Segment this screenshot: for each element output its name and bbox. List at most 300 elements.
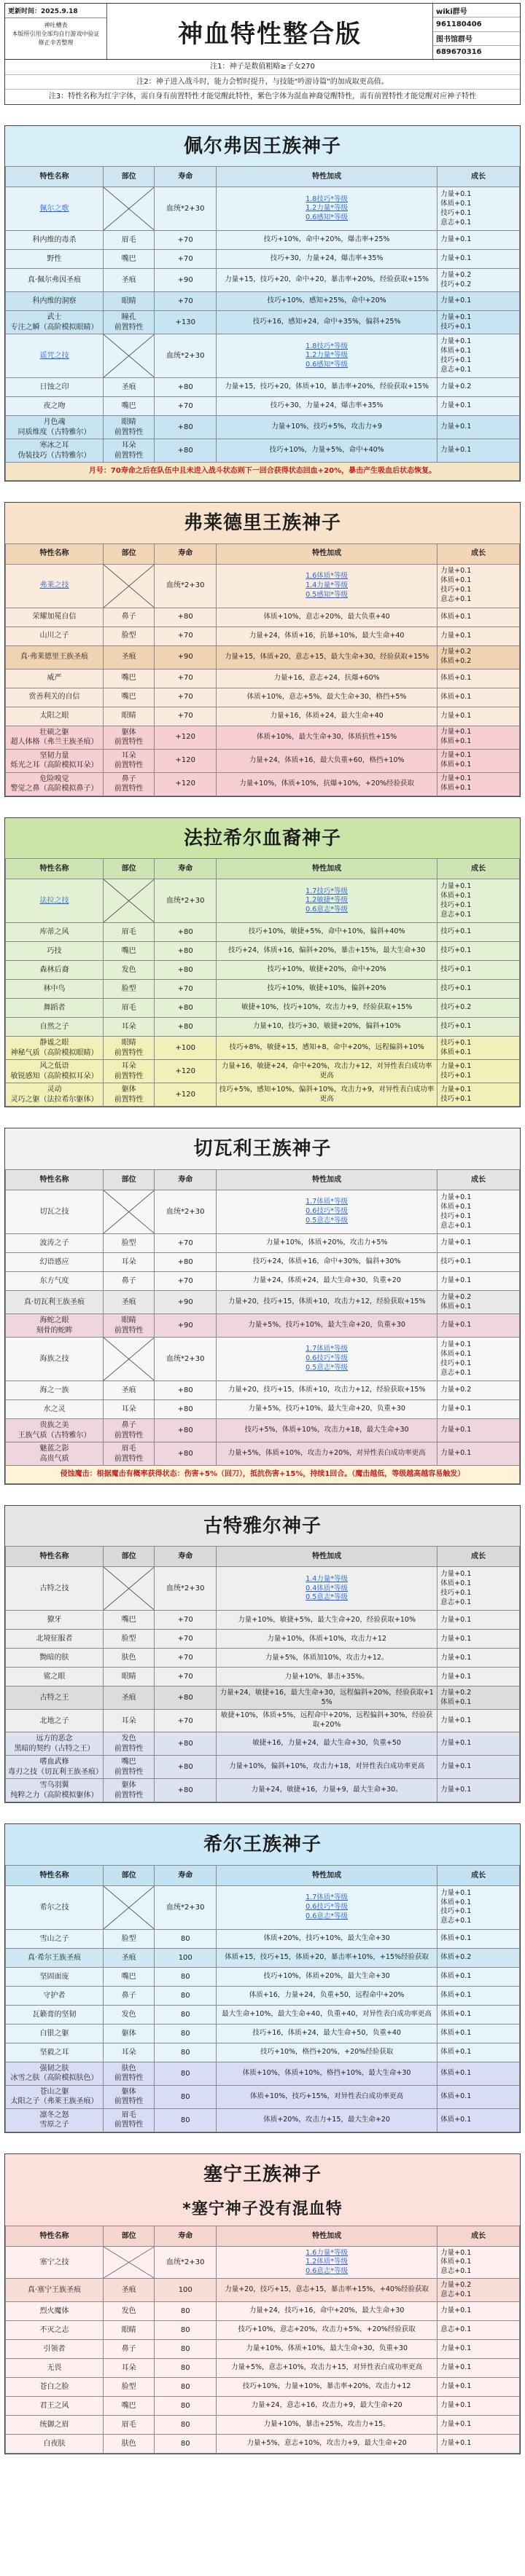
trait-part: 耳朵 — [103, 1710, 155, 1732]
trait-life: 80 — [155, 2416, 217, 2435]
trait-name: 引领者 — [6, 2340, 104, 2359]
trait-bonus: 技巧+5%，感知+10%，偏斜+10%，攻击力+9，对异性表白成功率更高 — [217, 1083, 438, 1107]
table-row — [6, 1018, 520, 1037]
trait-part: 圣痕 — [103, 269, 155, 292]
trait-name: 獠牙 — [6, 1611, 104, 1630]
trait-name: 真·佩尔弗因圣痕 — [6, 269, 104, 292]
table-row — [6, 1037, 520, 1060]
table-header-row — [6, 167, 520, 187]
trait-life: 血统*2+30 — [155, 1885, 217, 1929]
trait-name: 雪山之子 — [6, 1929, 104, 1948]
trait-life: +80 — [155, 1419, 217, 1442]
trait-part: 嘴巴 — [103, 2397, 155, 2416]
trait-growth: 技巧+0.1 — [438, 923, 520, 942]
part-empty-cross — [103, 187, 155, 231]
trait-name: 库蒂之风 — [6, 923, 104, 942]
trait-name: 海之一族 — [6, 1381, 104, 1400]
trait-part: 圣痕 — [103, 1948, 155, 1967]
trait-part: 发色 — [103, 961, 155, 980]
section-title: 希尔王族神子 — [5, 1824, 520, 1865]
col-header-growth: 成长 — [438, 1547, 520, 1567]
table-header-row — [6, 1170, 520, 1190]
trait-growth: 力量+0.1 — [438, 1234, 520, 1253]
trait-growth: 体质+0.1 — [438, 2062, 520, 2085]
bloodline-section — [4, 1128, 521, 1484]
trait-bonus: 力量+16，敏捷+24，命中+20%，攻击力+12，对异性表白成功率更高 — [217, 1060, 438, 1083]
col-header-life: 寿命 — [155, 543, 217, 564]
col-header-life: 寿命 — [155, 1170, 217, 1190]
col-header-name: 特性名称 — [6, 1170, 104, 1190]
trait-name: 瓦籁膏的坚韧 — [6, 2005, 104, 2024]
col-header-life: 寿命 — [155, 1547, 217, 1567]
trait-bonus: 技巧+16，感知+24，命中+35%，偏斜+25% — [217, 311, 438, 334]
trait-name: 佩尔之歌 — [6, 187, 104, 231]
table-row — [6, 1948, 520, 1967]
trait-part: 耳朵 — [103, 1018, 155, 1037]
header — [4, 3, 521, 60]
trait-growth: 体质+0.1 — [438, 2024, 520, 2043]
table-row — [6, 879, 520, 923]
trait-bonus: 力量+24，敏捷+16，最大生命+30，远程偏斜+20%，经验获取+15% — [217, 1686, 438, 1710]
trait-life: +80 — [155, 1779, 217, 1802]
trait-bonus: 1.8技巧*等级 1.2力量*等级 0.6感知*等级 — [217, 187, 438, 231]
section-remark: 侵蚀魔击：根据魔击有概率获得状态：伤害+5%（回刀），抵抗伤害+15%，持续1回合。（魔击越低，等级越高越容易触发） — [6, 1466, 520, 1484]
section-title: 弗莱德里王族神子 — [5, 503, 520, 543]
trait-table — [5, 1169, 520, 1484]
col-header-growth: 成长 — [438, 1170, 520, 1190]
trait-part: 圣痕 — [103, 1686, 155, 1710]
trait-part: 肤色 前置特性 — [103, 2062, 155, 2085]
trait-growth: 意志+0.1 — [438, 2321, 520, 2340]
trait-life: +70 — [155, 1272, 217, 1291]
library-group-label: 图书馆群号 — [433, 32, 520, 46]
cross-icon — [104, 1190, 155, 1233]
trait-bonus: 力量+24，体质+24，最大生命+30，负重+20 — [217, 1272, 438, 1291]
trait-part: 鼻子 — [103, 1986, 155, 2005]
trait-bonus: 力量+10%，暴击+25%，攻击力+15。 — [217, 2416, 438, 2435]
trait-name: 水之灵 — [6, 1400, 104, 1419]
trait-name: 真·希尔王族圣痕 — [6, 1948, 104, 1967]
col-header-name: 特性名称 — [6, 859, 104, 879]
trait-life: +80 — [155, 416, 217, 439]
trait-name: 真·塞宁王族圣痕 — [6, 2279, 104, 2302]
trait-bonus: 力量+10%，技巧+5%，攻击力+9 — [217, 416, 438, 439]
trait-part: 眉毛 — [103, 923, 155, 942]
trait-growth: 力量+0.1 体质+0.1 技巧+0.1 意志+0.1 — [438, 879, 520, 923]
trait-growth: 体质+0.2 — [438, 1948, 520, 1967]
trait-life: 80 — [155, 2302, 217, 2321]
trait-part: 脸型 — [103, 980, 155, 999]
trait-life: +80 — [155, 999, 217, 1018]
col-header-bonus: 特性加成 — [217, 543, 438, 564]
trait-bonus: 力量+15，体质+20，意志+15，最大生命+30，经验获取+15% — [217, 645, 438, 669]
col-header-life: 寿命 — [155, 859, 217, 879]
table-row — [6, 1253, 520, 1272]
wiki-group-label: wiki群号 — [433, 4, 520, 17]
trait-growth: 力量+0.1 — [438, 439, 520, 463]
trait-bonus: 力量+15，技巧+20，命中+20，暴击率+20%，经验获取+15% — [217, 269, 438, 292]
part-empty-cross — [103, 1885, 155, 1929]
table-row — [6, 564, 520, 608]
section-title: 古特雅尔神子 — [5, 1506, 520, 1547]
table-header-row — [6, 1865, 520, 1885]
trait-growth: 力量+0.1 体质+0.1 技巧+0.1 意志+0.1 — [438, 187, 520, 231]
table-row — [6, 1967, 520, 1986]
col-header-bonus: 特性加成 — [217, 1170, 438, 1190]
trait-name: 切瓦之技 — [6, 1190, 104, 1234]
trait-bonus: 技巧+24，体质+16，偏斜+20%，暴击+15%，最大生命+30 — [217, 942, 438, 961]
trait-life: 血统*2+30 — [155, 334, 217, 378]
trait-bonus: 力量+20，技巧+15，体质+10，攻击力+12，经验获取+15% — [217, 1291, 438, 1314]
trait-bonus: 力量+20，技巧+15，体质+10，攻击力+12，经验获取+15% — [217, 1381, 438, 1400]
table-row — [6, 269, 520, 292]
trait-life: +90 — [155, 1314, 217, 1338]
trait-part: 嘴巴 前置特性 — [103, 1756, 155, 1779]
trait-growth: 力量+0.1 体质+0.1 技巧+0.1 意志+0.1 — [438, 1567, 520, 1611]
cross-icon — [104, 187, 155, 230]
trait-part: 鼻子 — [103, 1272, 155, 1291]
trait-name: 海族之技 — [6, 1338, 104, 1381]
table-row — [6, 2005, 520, 2024]
table-row — [6, 608, 520, 627]
table-row — [6, 1929, 520, 1948]
trait-bonus: 力量+10%，偏斜+10%，攻击力+18，对异性表白成功率更高 — [217, 1756, 438, 1779]
trait-part: 耳朵 — [103, 1400, 155, 1419]
table-row — [6, 2043, 520, 2062]
trait-name: 寒冰之耳 伪装技巧（古特雅尔） — [6, 439, 104, 463]
cross-icon — [104, 565, 155, 608]
trait-growth: 体质+0.1 — [438, 2085, 520, 2108]
table-row — [6, 311, 520, 334]
table-header-row — [6, 543, 520, 564]
table-row — [6, 2321, 520, 2340]
trait-name: 山川之子 — [6, 627, 104, 645]
table-row — [6, 1611, 520, 1630]
trait-part: 圣痕 — [103, 645, 155, 669]
trait-life: 血统*2+30 — [155, 1567, 217, 1611]
trait-life: 80 — [155, 1967, 217, 1986]
trait-part: 鼻子 前置特性 — [103, 1419, 155, 1442]
trait-name: 赏善利关的自信 — [6, 688, 104, 707]
trait-growth: 体质+0.1 — [438, 2108, 520, 2132]
trait-name: 守护者 — [6, 1986, 104, 2005]
trait-life: +90 — [155, 269, 217, 292]
trait-life: +120 — [155, 726, 217, 749]
trait-name: 鲨之眼 — [6, 1668, 104, 1686]
trait-growth: 力量+0.1 — [438, 231, 520, 250]
trait-bonus: 1.4力量*等级 0.4体质*等级 0.5意志*等级 — [217, 1567, 438, 1611]
trait-growth: 力量+0.1 — [438, 2340, 520, 2359]
trait-growth: 力量+0.1 — [438, 1442, 520, 1466]
credit-line: 神吐槽表 — [44, 22, 68, 28]
table-row — [6, 688, 520, 707]
trait-part: 躯体 — [103, 2024, 155, 2043]
trait-growth: 力量+0.1 体质+0.1 技巧+0.1 意志+0.1 — [438, 1338, 520, 1381]
trait-name: 嗜血武修 毒刃之技（切瓦利王族圣痕） — [6, 1756, 104, 1779]
trait-bonus: 技巧+8%，敏捷+15，感知+8，命中+20%，远程偏斜+10% — [217, 1037, 438, 1060]
trait-table — [5, 543, 520, 796]
trait-life: +80 — [155, 608, 217, 627]
trait-bonus: 1.7体质*等级 0.6技巧*等级 0.5意志*等级 — [217, 1338, 438, 1381]
trait-part: 眼睛 — [103, 1668, 155, 1686]
table-row — [6, 1885, 520, 1929]
table-row — [6, 2397, 520, 2416]
table-row — [6, 1442, 520, 1466]
trait-bonus: 敏捷+10%，体质+5%，远程命中+20%，远程偏斜+30%，经验获取+20% — [217, 1710, 438, 1732]
trait-part: 发色 前置特性 — [103, 1732, 155, 1756]
trait-life: +70 — [155, 292, 217, 311]
trait-part: 眼睛 — [103, 707, 155, 726]
col-header-bonus: 特性加成 — [217, 167, 438, 187]
table-row — [6, 1060, 520, 1083]
table-row — [6, 1756, 520, 1779]
trait-table — [5, 2226, 520, 2454]
trait-bonus: 力量+24，敏捷+16，力量+9，最大生命+30。 — [217, 1779, 438, 1802]
trait-bonus: 1.8技巧*等级 1.2力量*等级 0.6感知*等级 — [217, 334, 438, 378]
trait-bonus: 1.7技巧*等级 1.2敏捷*等级 0.6意志*等级 — [217, 879, 438, 923]
trait-table — [5, 858, 520, 1107]
trait-part: 圣痕 — [103, 378, 155, 397]
trait-life: 100 — [155, 2279, 217, 2302]
trait-part: 发色 — [103, 2005, 155, 2024]
table-row — [6, 378, 520, 397]
credit-line: 修正辛苦整理 — [38, 39, 74, 46]
col-header-bonus: 特性加成 — [217, 2226, 438, 2247]
trait-life: +130 — [155, 311, 217, 334]
trait-name: 风之低语 敏锐感知（高阶模拟耳朵） — [6, 1060, 104, 1083]
table-row — [6, 334, 520, 378]
trait-part: 肤色 — [103, 1649, 155, 1668]
trait-part: 眉毛 — [103, 999, 155, 1018]
section-subtitle: *塞宁神子没有混血特 — [5, 2191, 520, 2226]
table-row — [6, 726, 520, 749]
trait-growth: 力量+0.2 意志+0.1 — [438, 2279, 520, 2302]
table-row — [6, 439, 520, 463]
trait-bonus: 体质+16，力量+24，负重+50，远程命中+20% — [217, 1986, 438, 2005]
trait-growth: 力量+0.1 体质+0.1 — [438, 772, 520, 796]
trait-life: +70 — [155, 669, 217, 688]
trait-part: 嘴巴 — [103, 942, 155, 961]
table-row — [6, 1668, 520, 1686]
trait-bonus: 技巧+10%，命中+20%，爆击率+25% — [217, 231, 438, 250]
trait-growth: 力量+0.1 体质+0.1 技巧+0.1 意志+0.1 — [438, 334, 520, 378]
trait-growth: 力量+0.1 体质+0.1 意志+0.1 — [438, 2247, 520, 2279]
col-header-life: 寿命 — [155, 1865, 217, 1885]
section-title: 佩尔弗因王族神子 — [5, 126, 520, 167]
trait-life: +80 — [155, 961, 217, 980]
table-row — [6, 1986, 520, 2005]
trait-name: 谣咒之技 — [6, 334, 104, 378]
trait-life: +90 — [155, 645, 217, 669]
trait-name: 科内维的毒杀 — [6, 231, 104, 250]
trait-life: 80 — [155, 2359, 217, 2378]
bloodline-section — [4, 125, 521, 482]
trait-bonus: 力量+16，体质+24，最大生命+40 — [217, 707, 438, 726]
table-row — [6, 1381, 520, 1400]
library-group-number: 689670316 — [436, 48, 482, 57]
col-header-part: 部位 — [103, 2226, 155, 2247]
trait-part: 嘴巴 — [103, 250, 155, 269]
col-header-part: 部位 — [103, 1865, 155, 1885]
table-row — [6, 669, 520, 688]
table-row — [6, 2378, 520, 2397]
table-row — [6, 999, 520, 1018]
table-header-row — [6, 2226, 520, 2247]
trait-name: 远方的恶念 黑暗的契约（古特之王） — [6, 1732, 104, 1756]
bloodline-section — [4, 1505, 521, 1803]
table-row — [6, 1630, 520, 1649]
trait-part: 圣痕 — [103, 1291, 155, 1314]
trait-bonus: 力量+5%，体质加10%，攻击力+12。 — [217, 1649, 438, 1668]
table-row — [6, 397, 520, 416]
section-remark-row — [6, 1466, 520, 1484]
trait-name: 魅蓝之影 高贵气质 — [6, 1442, 104, 1466]
trait-name: 巧技 — [6, 942, 104, 961]
trait-growth: 体质+0.1 — [438, 688, 520, 707]
trait-name: 日蚀之印 — [6, 378, 104, 397]
trait-name: 真·弗莱德里王族圣痕 — [6, 645, 104, 669]
trait-life: +70 — [155, 397, 217, 416]
section-remark: 月号：70寿命之后在队伍中且未进入战斗状态则下一回合获得状态回血+20%，暴击产生吸血后状态恢复。 — [6, 463, 520, 481]
trait-part: 耳朵 — [103, 2043, 155, 2062]
table-row — [6, 2062, 520, 2085]
col-header-part: 部位 — [103, 167, 155, 187]
trait-life: 80 — [155, 2108, 217, 2132]
trait-part: 发色 — [103, 2302, 155, 2321]
trait-growth: 力量+0.2 技巧+0.2 — [438, 269, 520, 292]
cross-icon — [104, 879, 155, 922]
trait-bonus: 技巧+10%，意志+20%，攻击力+5%，+20%经验获取 — [217, 2321, 438, 2340]
trait-growth: 力量+0.1 — [438, 1668, 520, 1686]
trait-life: +90 — [155, 1291, 217, 1314]
table-row — [6, 1710, 520, 1732]
trait-growth: 力量+0.1 — [438, 250, 520, 269]
trait-name: 壮硕之躯 超人体格（弗兰王族圣痕） — [6, 726, 104, 749]
trait-growth: 技巧+0.1 — [438, 961, 520, 980]
trait-life: +120 — [155, 772, 217, 796]
trait-bonus: 技巧+24，体质+16，命中+30%，偏斜+30% — [217, 1253, 438, 1272]
trait-name: 灵动 灵巧之躯（法拉希尔躯体） — [6, 1083, 104, 1107]
trait-part: 脸型 — [103, 1929, 155, 1948]
trait-life: +80 — [155, 439, 217, 463]
trait-bonus: 力量+10%，体质+10%，抗爆+10%，+20%经验获取 — [217, 772, 438, 796]
trait-growth: 力量+0.1 — [438, 1400, 520, 1419]
table-row — [6, 250, 520, 269]
page-title: 神血特性整合版 — [178, 19, 362, 49]
trait-name: 波涛之子 — [6, 1234, 104, 1253]
trait-part: 眉毛 前置特性 — [103, 1442, 155, 1466]
part-empty-cross — [103, 334, 155, 378]
trait-life: 80 — [155, 2340, 217, 2359]
trait-part: 眼睛 — [103, 292, 155, 311]
table-row — [6, 292, 520, 311]
trait-name: 东方气度 — [6, 1272, 104, 1291]
trait-part: 眼睛 — [103, 2321, 155, 2340]
trait-part: 耳朵 — [103, 2359, 155, 2378]
table-row — [6, 2340, 520, 2359]
trait-bonus: 力量+5%，意志+10%，攻击力+15，对异性表白成功率更高 — [217, 2359, 438, 2378]
trait-growth: 力量+0.2 — [438, 1381, 520, 1400]
trait-life: +80 — [155, 942, 217, 961]
trait-life: 血统*2+30 — [155, 1190, 217, 1234]
trait-growth: 力量+0.1 — [438, 1419, 520, 1442]
col-header-part: 部位 — [103, 543, 155, 564]
trait-life: +70 — [155, 627, 217, 645]
trait-part: 鼻子 前置特性 — [103, 772, 155, 796]
trait-growth: 力量+0.1 技巧+0.1 — [438, 1060, 520, 1083]
trait-name: 统御之眉 — [6, 2416, 104, 2435]
trait-life: +100 — [155, 1037, 217, 1060]
table-row — [6, 1314, 520, 1338]
table-row — [6, 627, 520, 645]
trait-life: 80 — [155, 2024, 217, 2043]
trait-bonus: 力量+5%，技巧+10%，最大生命+20，负重+30 — [217, 1400, 438, 1419]
trait-bonus: 力量+5%，意志+10%，攻击力+9，最大生命+20 — [217, 2435, 438, 2454]
trait-life: 80 — [155, 1986, 217, 2005]
table-row — [6, 1234, 520, 1253]
credit-line: 本版所引用全部均自行游戏中验证 — [12, 31, 100, 37]
trait-growth: 技巧+0.1 — [438, 1253, 520, 1272]
col-header-part: 部位 — [103, 1170, 155, 1190]
table-row — [6, 1272, 520, 1291]
trait-table — [5, 1865, 520, 2132]
trait-bonus: 技巧+10%，敏捷+5%，命中+10%，偏斜+40% — [217, 923, 438, 942]
trait-part: 嘴巴 — [103, 669, 155, 688]
trait-part: 脸型 — [103, 2378, 155, 2397]
header-left — [5, 4, 107, 59]
trait-life: +70 — [155, 1234, 217, 1253]
trait-bonus: 力量+10%，暴击+35%。 — [217, 1668, 438, 1686]
trait-life: 80 — [155, 2378, 217, 2397]
cross-icon — [104, 2247, 155, 2278]
trait-table — [5, 166, 520, 481]
trait-growth: 体质+0.1 — [438, 1929, 520, 1948]
trait-name: 凛冬之怒 雪原之子 — [6, 2108, 104, 2132]
col-header-growth: 成长 — [438, 1865, 520, 1885]
table-header-row — [6, 859, 520, 879]
table-row — [6, 1083, 520, 1107]
trait-life: +80 — [155, 1381, 217, 1400]
update-date: 更新时间：2025.9.18 — [5, 4, 106, 18]
col-header-growth: 成长 — [438, 2226, 520, 2247]
table-row — [6, 1649, 520, 1668]
section-title: 切瓦利王族神子 — [5, 1128, 520, 1169]
trait-life: +80 — [155, 1686, 217, 1710]
trait-name: 威严 — [6, 669, 104, 688]
trait-part: 躯体 前置特性 — [103, 2085, 155, 2108]
part-empty-cross — [103, 1190, 155, 1234]
table-row — [6, 749, 520, 772]
trait-part: 鼻子 — [103, 608, 155, 627]
trait-life: +120 — [155, 749, 217, 772]
table-row — [6, 1291, 520, 1314]
trait-name: 苍山之躯 太阳之子（弗莱王族圣痕） — [6, 2085, 104, 2108]
col-header-name: 特性名称 — [6, 167, 104, 187]
trait-life: 80 — [155, 1929, 217, 1948]
table-row — [6, 1779, 520, 1802]
trait-name: 白银之躯 — [6, 2024, 104, 2043]
col-header-growth: 成长 — [438, 167, 520, 187]
trait-growth: 力量+0.1 — [438, 2302, 520, 2321]
trait-name: 法拉之技 — [6, 879, 104, 923]
table-row — [6, 1190, 520, 1234]
trait-name: 坚韧力量 烁光之耳（高阶模拟耳朵） — [6, 749, 104, 772]
trait-growth: 力量+0.1 体质+0.1 — [438, 749, 520, 772]
trait-bonus: 力量+24，意志+16，攻击力+9，最大生命+20 — [217, 2397, 438, 2416]
trait-bonus: 最大生命+10%，最大生命+40，负重+40，对异性表白成功率更高 — [217, 2005, 438, 2024]
trait-bonus: 技巧+16，体质+24，最大生命+50，负重+40 — [217, 2024, 438, 2043]
trait-growth: 力量+0.2 体质+0.2 — [438, 645, 520, 669]
